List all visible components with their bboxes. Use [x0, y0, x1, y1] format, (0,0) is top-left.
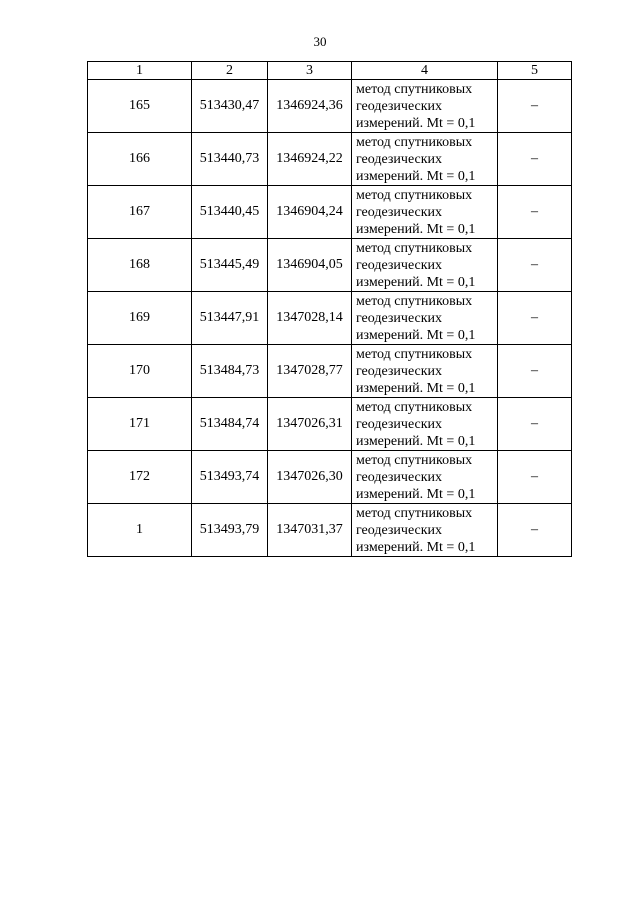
header-col-3: 3	[268, 62, 352, 80]
header-col-4: 4	[352, 62, 498, 80]
method-line: геодезических	[356, 310, 443, 326]
method-line: измерений. Mt = 0,1	[356, 221, 476, 237]
coordinate-x: 513484,73	[192, 345, 268, 398]
note: –	[498, 239, 572, 292]
method-line: геодезических	[356, 151, 443, 167]
method-line: метод спутниковых	[356, 134, 473, 150]
method-line: метод спутниковых	[356, 187, 473, 203]
method-line: метод спутниковых	[356, 452, 473, 468]
method-description	[352, 80, 498, 133]
method-description	[352, 133, 498, 186]
coordinates-table	[87, 61, 572, 557]
method-description	[352, 451, 498, 504]
coordinate-y: 1347026,31	[268, 398, 352, 451]
coordinate-x: 513440,73	[192, 133, 268, 186]
note: –	[498, 292, 572, 345]
point-number: 172	[88, 451, 192, 504]
point-number: 171	[88, 398, 192, 451]
table-row	[88, 504, 572, 557]
note: –	[498, 133, 572, 186]
method-line: измерений. Mt = 0,1	[356, 539, 476, 555]
method-line: метод спутниковых	[356, 81, 473, 97]
method-line: метод спутниковых	[356, 346, 473, 362]
method-line: измерений. Mt = 0,1	[356, 380, 476, 396]
coordinate-x: 513484,74	[192, 398, 268, 451]
header-col-5: 5	[498, 62, 572, 80]
point-number: 168	[88, 239, 192, 292]
method-description	[352, 345, 498, 398]
table-row	[88, 239, 572, 292]
coordinate-x: 513440,45	[192, 186, 268, 239]
coordinate-x: 513493,79	[192, 504, 268, 557]
note: –	[498, 186, 572, 239]
table-row	[88, 80, 572, 133]
page-number: 30	[313, 34, 327, 49]
method-line: геодезических	[356, 469, 443, 485]
table-row	[88, 451, 572, 504]
coordinate-x: 513447,91	[192, 292, 268, 345]
method-line: метод спутниковых	[356, 399, 473, 415]
method-line: геодезических	[356, 416, 443, 432]
header-col-1: 1	[88, 62, 192, 80]
table-row	[88, 398, 572, 451]
point-number: 169	[88, 292, 192, 345]
header-col-2: 2	[192, 62, 268, 80]
method-description	[352, 504, 498, 557]
method-line: измерений. Mt = 0,1	[356, 486, 476, 502]
note: –	[498, 398, 572, 451]
point-number: 165	[88, 80, 192, 133]
method-description	[352, 292, 498, 345]
method-line: метод спутниковых	[356, 293, 473, 309]
point-number: 166	[88, 133, 192, 186]
table-row	[88, 133, 572, 186]
method-line: геодезических	[356, 204, 443, 220]
table-body	[88, 80, 572, 557]
method-line: метод спутниковых	[356, 240, 473, 256]
method-line: геодезических	[356, 257, 443, 273]
coordinate-y: 1346924,36	[268, 80, 352, 133]
coordinate-y: 1346904,24	[268, 186, 352, 239]
table-row	[88, 345, 572, 398]
coordinate-y: 1347026,30	[268, 451, 352, 504]
method-line: измерений. Mt = 0,1	[356, 433, 476, 449]
note: –	[498, 504, 572, 557]
method-line: измерений. Mt = 0,1	[356, 168, 476, 184]
method-line: метод спутниковых	[356, 505, 473, 521]
method-description	[352, 398, 498, 451]
method-line: измерений. Mt = 0,1	[356, 327, 476, 343]
method-description	[352, 186, 498, 239]
point-number: 1	[88, 504, 192, 557]
coordinate-x: 513493,74	[192, 451, 268, 504]
method-line: измерений. Mt = 0,1	[356, 274, 476, 290]
coordinate-y: 1347028,77	[268, 345, 352, 398]
coordinate-y: 1347031,37	[268, 504, 352, 557]
method-line: геодезических	[356, 522, 443, 538]
point-number: 167	[88, 186, 192, 239]
header-row	[88, 62, 572, 80]
method-line: геодезических	[356, 98, 443, 114]
table-row	[88, 186, 572, 239]
note: –	[498, 345, 572, 398]
coordinate-y: 1346904,05	[268, 239, 352, 292]
method-description	[352, 239, 498, 292]
note: –	[498, 80, 572, 133]
note: –	[498, 451, 572, 504]
coordinate-y: 1347028,14	[268, 292, 352, 345]
method-line: геодезических	[356, 363, 443, 379]
coordinate-x: 513445,49	[192, 239, 268, 292]
method-line: измерений. Mt = 0,1	[356, 115, 476, 131]
coordinate-x: 513430,47	[192, 80, 268, 133]
point-number: 170	[88, 345, 192, 398]
table-row	[88, 292, 572, 345]
coordinate-y: 1346924,22	[268, 133, 352, 186]
